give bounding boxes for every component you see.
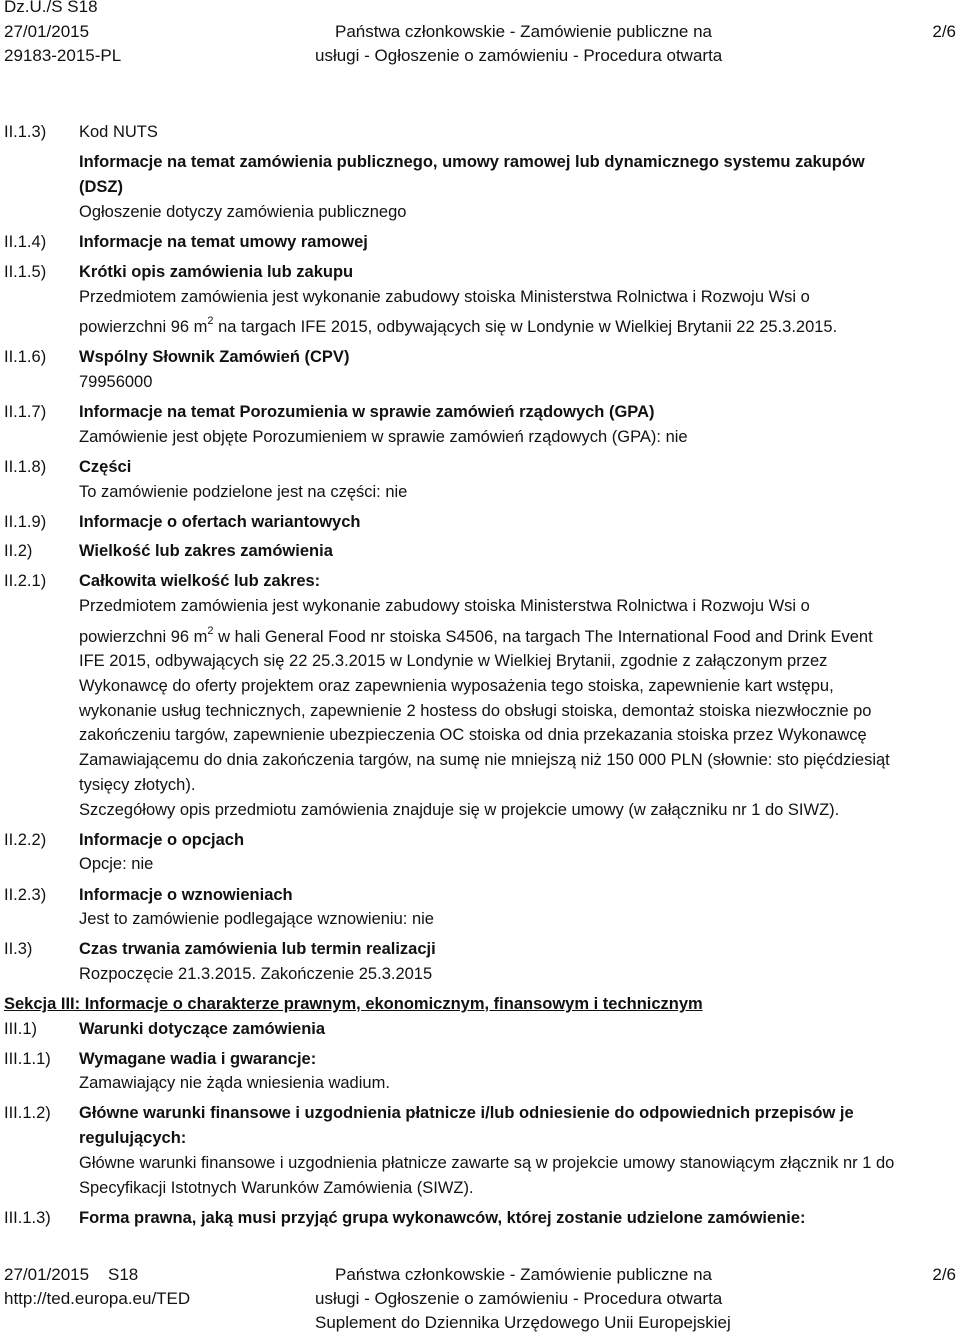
header-page: 2/6 bbox=[932, 22, 956, 41]
section-text: Zamawiającemu do dnia zakończenia targów, na sumę nie mniejszą niż 150 000 PLN (słownie: sto pięćdziesiąt bbox=[79, 751, 890, 769]
header-docnum: 29183-2015-PL bbox=[4, 46, 122, 65]
section-heading: Całkowita wielkość lub zakres: bbox=[79, 572, 321, 590]
section-heading: (DSZ) bbox=[79, 178, 123, 196]
footer-url[interactable]: http://ted.europa.eu/TED bbox=[4, 1289, 191, 1308]
section-heading: Forma prawna, jaką musi przyjąć grupa wykonawców, której zostanie udzielone zamówienie: bbox=[79, 1209, 806, 1227]
section-number: II.1.6) bbox=[4, 348, 47, 366]
section-text: Zamawiający nie żąda wniesienia wadium. bbox=[79, 1074, 390, 1092]
section-text: Jest to zamówienie podlegające wznowieniu: nie bbox=[79, 910, 434, 928]
section-number: II.1.7) bbox=[4, 403, 47, 421]
section-number: II.1.3) bbox=[4, 123, 47, 141]
cpv-code: 79956000 bbox=[79, 373, 153, 391]
section-text: zakończeniu targów, zapewnienie ubezpieczenia OC stoiska od dnia przekazania stoiska przez Wykonawcę bbox=[79, 726, 867, 744]
section-heading: Warunki dotyczące zamówienia bbox=[79, 1020, 326, 1038]
section-number: III.1) bbox=[4, 1020, 38, 1038]
section-heading: Informacje na temat zamówienia publicznego, umowy ramowej lub dynamicznego systemu zakupów bbox=[79, 153, 865, 171]
section-text: powierzchni 96 $m^2$ w hali General Food nr stoiska S4506, na targach The International Food and Drink Event bbox=[79, 624, 873, 646]
section-heading: Informacje o ofertach wariantowych bbox=[79, 513, 361, 531]
section-text: Rozpoczęcie 21.3.2015. Zakończenie 25.3.2015 bbox=[79, 965, 433, 983]
section-number: III.1.3) bbox=[4, 1209, 51, 1227]
section-heading: Krótki opis zamówienia lub zakupu bbox=[79, 263, 354, 281]
section-heading: Informacje o opcjach bbox=[79, 831, 245, 849]
section-text: Specyfikacji Istotnych Warunków Zamówienia (SIWZ). bbox=[79, 1179, 474, 1197]
section-text: Główne warunki finansowe i uzgodnienia płatnicze zawarte są w projekcie umowy stanowiącym złącznik nr 1 do bbox=[79, 1154, 895, 1172]
section-text: Przedmiotem zamówienia jest wykonanie zabudowy stoiska Ministerstwa Rolnictwa i Rozwoju Wsi o bbox=[79, 597, 810, 615]
section-title: Sekcja III: Informacje o charakterze prawnym, ekonomicznym, finansowym i technicznym bbox=[4, 995, 703, 1013]
section-number: II.3) bbox=[4, 940, 33, 958]
section-number: II.1.8) bbox=[4, 458, 47, 476]
section-text: tysięcy złotych). bbox=[79, 776, 196, 794]
section-text: IFE 2015, odbywających się 22 25.3.2015 w Londynie w Wielkiej Brytanii, zgodnie z załączonym przez bbox=[79, 652, 828, 670]
section-number: II.1.5) bbox=[4, 263, 47, 281]
section-heading: Wielkość lub zakres zamówienia bbox=[79, 542, 333, 560]
section-text: To zamówienie podzielone jest na części: nie bbox=[79, 483, 408, 501]
footer-date: 27/01/2015 S18 bbox=[4, 1265, 139, 1284]
section-heading: Czas trwania zamówienia lub termin realizacji bbox=[79, 940, 436, 958]
section-heading: regulujących: bbox=[79, 1129, 187, 1147]
section-number: II.1.9) bbox=[4, 513, 47, 531]
header-title-line2: usługi - Ogłoszenie o zamówieniu - Procedura otwarta bbox=[315, 46, 723, 65]
section-number: II.2.3) bbox=[4, 886, 47, 904]
section-text: powierzchni 96 $m^2$ na targach IFE 2015, odbywających się w Londynie w Wielkiej Brytanii 22 25.3.2015. bbox=[79, 314, 838, 336]
section-label: Kod NUTS bbox=[79, 123, 158, 141]
section-heading: Informacje na temat Porozumienia w sprawie zamówień rządowych (GPA) bbox=[79, 403, 655, 421]
footer-title-line3: Suplement do Dziennika Urzędowego Unii Europejskiej bbox=[315, 1313, 731, 1332]
section-number: II.1.4) bbox=[4, 233, 47, 251]
section-text: Przedmiotem zamówienia jest wykonanie zabudowy stoiska Ministerstwa Rolnictwa i Rozwoju Wsi o bbox=[79, 288, 810, 306]
section-text: Zamówienie jest objęte Porozumieniem w sprawie zamówień rządowych (GPA): nie bbox=[79, 428, 688, 446]
header-date: 27/01/2015 bbox=[4, 22, 90, 41]
section-text: Ogłoszenie dotyczy zamówienia publicznego bbox=[79, 203, 407, 221]
section-number: III.1.2) bbox=[4, 1104, 51, 1122]
section-heading: Wymagane wadia i gwarancje: bbox=[79, 1050, 317, 1068]
section-text: Wykonawcę do oferty projektem oraz zapewnienia wyposażenia tego stoiska, zapewnienie kart wstępu, bbox=[79, 677, 834, 695]
footer-page: 2/6 bbox=[932, 1265, 956, 1284]
section-text: Opcje: nie bbox=[79, 855, 154, 873]
section-heading: Informacje na temat umowy ramowej bbox=[79, 233, 368, 251]
header-ref: Dz.U./S S18 bbox=[4, 0, 98, 16]
section-number: II.2.1) bbox=[4, 572, 47, 590]
section-heading: Części bbox=[79, 458, 132, 476]
header-title-line1: Państwa członkowskie - Zamówienie publiczne na bbox=[335, 22, 713, 41]
footer-title-line2: usługi - Ogłoszenie o zamówieniu - Procedura otwarta bbox=[315, 1289, 723, 1308]
section-number: III.1.1) bbox=[4, 1050, 51, 1068]
section-text: wykonanie usług technicznych, zapewnienie 2 hostess do obsługi stoiska, demontaż stoiska niezwłocznie po bbox=[79, 702, 872, 720]
footer-title-line1: Państwa członkowskie - Zamówienie publiczne na bbox=[335, 1265, 713, 1284]
section-text: Szczegółowy opis przedmiotu zamówienia znajduje się w projekcie umowy (w załączniku nr 1 do SIWZ). bbox=[79, 801, 840, 819]
section-number: II.2) bbox=[4, 542, 33, 560]
section-heading: Główne warunki finansowe i uzgodnienia płatnicze i/lub odniesienie do odpowiednich przepisów je bbox=[79, 1104, 854, 1122]
section-number: II.2.2) bbox=[4, 831, 47, 849]
section-heading: Wspólny Słownik Zamówień (CPV) bbox=[79, 348, 350, 366]
section-heading: Informacje o wznowieniach bbox=[79, 886, 293, 904]
